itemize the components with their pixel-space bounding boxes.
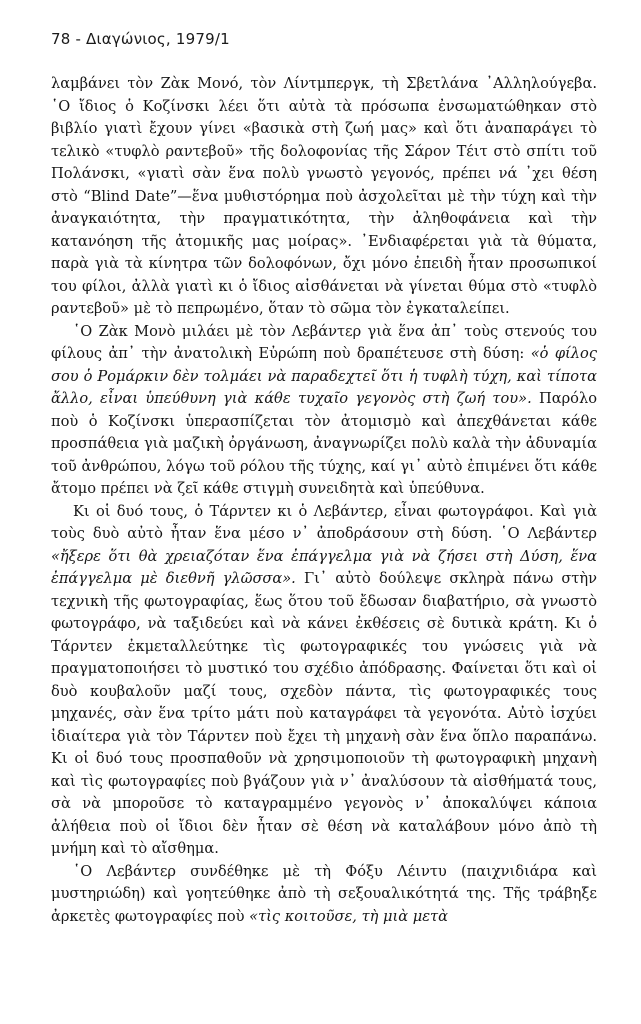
text-run: Παρόλο ποὺ ὁ Κοζίνσκι ὑπερασπίζεται τὸν ἀτομισμὸ καὶ ἀπεχθάνεται κάθε προσπάθεια γιὰ μαζικὴ ὀργάνωση, ἀναγνωρίζει πολὺ καλὰ τὴν ἀδυναμία τοῦ ἀνθρώπου, λόγω τοῦ ρόλου τῆς τύχης, καί γι᾿ αὐτὸ ἐπιμένει ὅτι κάθε ἄτομο πρέπει νὰ ζεῖ κάθε στιγμὴ συνειδητὰ καὶ ὑπεύθυνα. (51, 390, 597, 497)
text-run: ῾Ο Ζὰκ Μονὸ μιλάει μὲ τὸν Λεβάντερ γιὰ ἕνα ἀπ᾿ τοὺς στενούς του φίλους ἀπ᾿ τὴν ἀνατολικὴ Εὐρώπη ποὺ δραπέτευσε στὴ δύση: (51, 322, 597, 362)
page-header: 78 - Διαγώνιος, 1979/1 (51, 30, 230, 48)
italic-quote: «ἤξερε ὅτι θὰ χρειαζόταν ἕνα ἐπάγγελμα γιὰ νὰ ζήσει στὴ Δύση, ἕνα ἐπάγγελμα μὲ διεθνῆ γλῶσσα». (51, 547, 597, 587)
text-run: Γι᾿ αὐτὸ δούλεψε σκληρὰ πάνω στὴν τεχνικὴ τῆς φωτογραφίας, ἕως ὅτου τοῦ ἔδωσαν διαβατήριο, σὰ γνωστὸ φωτογράφο, νὰ ταξιδεύει καὶ νὰ κάνει ἐκθέσεις σὲ δυτικὰ κράτη. Κι ὁ Τάρντεν ἐκμεταλλεύτηκε τὶς φωτογραφικές του γνώσεις γιὰ νὰ πραγματοποιήσει τὸ μυστικό του σχέδιο ἀπόδρασης. Φαίνεται ὅτι καὶ οἱ δυὸ κουβαλοῦν μαζί τους, σχεδὸν πάντα, τὶς φωτογραφικές τους μηχανές, σὰν ἕνα τρίτο μάτι ποὺ καταγράφει τὰ γεγονότα. Αὐτὸ ἰσχύει ἰδιαίτερα γιὰ τὸν Τάρντεν ποὺ ἔχει τὴ μηχανὴ σὰν ἕνα ὅπλο παραπάνω. Κι οἱ δυό τους προσπαθοῦν νὰ χρησιμοποιοῦν τὴ φωτογραφικὴ μηχανὴ καὶ τὶς φωτογραφίες ποὺ βγάζουν γιὰ ν᾿ ἀναλύσουν τὰ αἰσθήματά τους, σὰ νὰ μποροῦσε τὸ καταγραμμένο γεγονὸς ν᾿ ἀποκαλύψει κάποια ἀλήθεια ποὺ οἱ ἴδιοι δὲν ἦταν σὲ θέση νὰ καταλάβουν μόνο ἀπὸ τὴ μνήμη καὶ τὸ αἴσθημα. (51, 570, 597, 857)
paragraph-p2 (51, 321, 597, 501)
text-run: λαμβάνει τὸν Ζὰκ Μονό, τὸν Λίντμπεργκ, τὴ Σβετλάνα ᾿Αλληλούγεβα. ῾Ο ἴδιος ὁ Κοζίνσκι λέει ὅτι αὐτὰ τὰ πρόσωπα ἐνσωματώθηκαν στὸ βιβλίο γιατὶ ἔχουν γίνει «βασικὰ στὴ ζωή μας» καὶ ὅτι ἀναπαράγει τὸ τελικὸ «τυφλὸ ραντεβοῦ» τῆς δολοφονίας τῆς Σάρον Τέιτ στὸ σπίτι τοῦ Πολάνσκι, «γιατὶ σὰν ἕνα πολὺ γνωστὸ γεγονός, πρέπει νά ᾿χει θέση στὸ “Blind Date”—ἕνα μυθιστόρημα ποὺ ἀσχολεῖται μὲ τὴν τύχη καὶ τὴν ἀναγκαιότητα, τὴν πραγματικότητα, τὴν ἀληθοφάνεια καὶ τὴν κατανόηση τῆς ἀτομικῆς μας μοίρας». ᾿Ενδιαφέρεται γιὰ τὰ θύματα, παρὰ γιὰ τὰ κίνητρα τῶν δολοφόνων, ὄχι μόνο ἐπειδὴ ἦταν προσωπικοί του φίλοι, ἀλλὰ γιατὶ κι ὁ ἴδιος αἰσθάνεται νὰ γίνεται θύμα στὸ «τυφλὸ ραντεβοῦ» μὲ τὸ πεπρωμένο, ὅταν τὸ σῶμα τὸν ἐγκαταλείπει. (51, 75, 597, 317)
paragraph-p4 (51, 861, 597, 929)
text-run: Κι οἱ δυό τους, ὁ Τάρντεν κι ὁ Λεβάντερ, εἶναι φωτογράφοι. Καὶ γιὰ τοὺς δυὸ αὐτὸ ἦταν ἕνα μέσο ν᾿ ἀποδράσουν στὴ δύση. ῾Ο Λεβάντερ (51, 502, 597, 542)
text-run: ῾Ο Λεβάντερ συνδέθηκε μὲ τὴ Φόξυ Λέιντυ (παιχνιδιάρα καὶ μυστηριώδη) καὶ γοητεύθηκε ἀπὸ τὴ σεξουαλικότητά της. Τῆς τράβηξε ἀρκετὲς φωτογραφίες ποὺ (51, 862, 597, 925)
paragraph-p1 (51, 73, 597, 321)
body-text (51, 73, 597, 928)
italic-quote: «ὁ φίλος σου ὁ Ρομάρκιν δὲν τολμάει νὰ παραδεχτεῖ ὅτι ἡ τυφλὴ τύχη, καὶ τίποτα ἄλλο, εἶναι ὑπεύθυνη γιὰ κάθε τυχαῖο γεγονὸς στὴ ζωή του». (51, 345, 597, 407)
italic-quote: «τὶς κοιτοῦσε, τὴ μιὰ μετὰ (249, 907, 448, 925)
paragraph-p3 (51, 501, 597, 861)
